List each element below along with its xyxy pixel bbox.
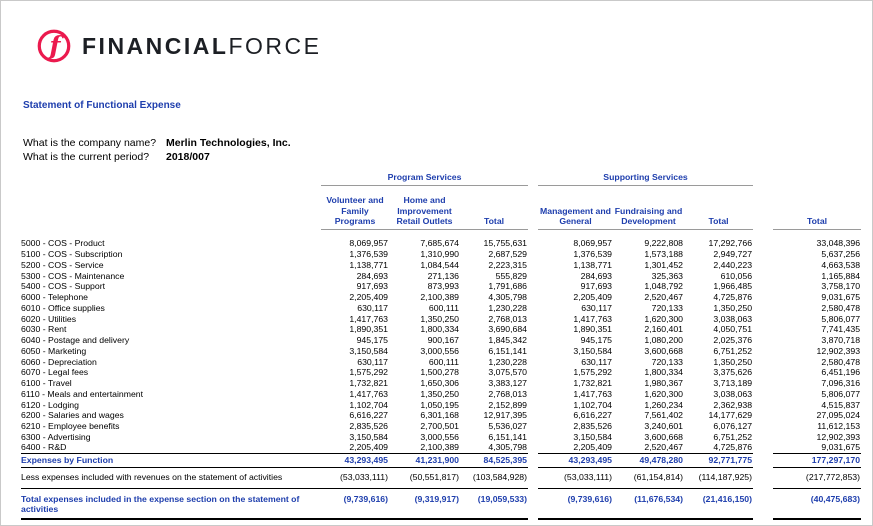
row-value: 1,573,188 [644,249,684,260]
table-row [21,260,861,271]
table-row [21,238,861,249]
row-value: 1,230,228 [488,302,528,313]
row-value: 6,151,141 [488,431,528,442]
financialforce-circle-f-icon [35,27,73,65]
row-value: 1,417,763 [573,313,613,324]
row-value: 9,031,675 [821,442,861,453]
row-value: 1,165,884 [821,270,861,281]
row-value: 2,700,501 [420,421,459,432]
row-value: 1,138,771 [349,259,388,270]
row-value: 2,100,389 [420,292,459,303]
row-value: (19,059,533) [460,488,528,519]
row-value: 2,100,389 [420,442,459,453]
row-value: 2,768,013 [488,388,528,399]
question-label: What is the company name? [23,137,157,149]
row-value: 3,000,556 [420,431,459,442]
row-value: 3,150,584 [573,431,613,442]
functional-expense-table [21,168,861,520]
row-value: 3,075,570 [488,367,528,378]
row-value: 1,084,544 [420,259,459,270]
row-value: (61,154,814) [613,467,684,488]
row-value: 1,732,821 [349,378,388,389]
row-value: 1,102,704 [573,399,613,410]
row-value: (114,187,925) [684,467,753,488]
column-header: Home and Improvement Retail Outlets [389,191,460,229]
row-value: (11,676,534) [613,488,684,519]
row-value: 2,768,013 [488,313,528,324]
row-label: 6050 - Marketing [21,345,87,356]
row-value: 5,806,077 [821,313,861,324]
table-row [21,356,861,367]
row-value: 7,685,674 [420,238,459,249]
row-value: 2,580,478 [821,356,861,367]
table-row [21,432,861,443]
total-expenses-row [21,488,861,519]
row-value: 2,025,376 [713,335,753,346]
row-value: 1,575,292 [573,367,613,378]
row-value: 1,791,686 [488,281,528,292]
row-value: 177,297,170 [773,453,861,467]
row-value: 1,417,763 [349,313,388,324]
row-value: 2,205,409 [349,292,388,303]
row-value: 1,230,228 [488,356,528,367]
row-value: 6,076,127 [713,421,753,432]
row-value: 1,890,351 [573,324,613,335]
table-row [21,346,861,357]
question-company-name [23,137,291,151]
column-header-row [21,191,861,229]
row-label: 6300 - Advertising [21,431,91,442]
row-value: (40,475,683) [773,488,861,519]
column-header: Total [460,191,528,229]
row-value: (217,772,853) [773,467,861,488]
row-value: 1,732,821 [573,378,613,389]
row-value: (9,319,917) [389,488,460,519]
row-label: 6120 - Lodging [21,399,79,410]
row-value: 1,800,334 [420,324,459,335]
row-label: Less expenses included with revenues on the statement of activities [21,467,321,488]
row-value: 6,616,227 [349,410,388,421]
row-value: 2,440,223 [713,259,753,270]
row-value: 284,693 [580,270,613,281]
row-value: 8,069,957 [349,238,388,249]
row-value: 1,966,485 [713,281,753,292]
row-value: 1,050,195 [420,399,459,410]
row-value: 4,725,876 [713,442,753,453]
row-value: 3,240,601 [644,421,684,432]
table-row [21,313,861,324]
row-value: 15,755,631 [483,238,528,249]
row-value: 1,350,250 [420,388,459,399]
row-value: 917,693 [580,281,613,292]
row-value: 11,612,153 [817,421,861,432]
row-value: 27,095,024 [816,410,861,421]
question-answer: 2018/007 [166,150,210,163]
row-value: 12,917,395 [483,410,528,421]
row-value: 2,205,409 [349,442,388,453]
table-row [21,303,861,314]
table-row [21,442,861,453]
column-header: Total [684,191,753,229]
row-value: 7,561,402 [644,410,684,421]
row-value: (21,416,150) [684,488,753,519]
row-value: 600,111 [428,302,459,313]
row-value: 1,376,539 [349,249,388,260]
row-value: 945,175 [356,335,388,346]
row-value: 1,620,300 [644,388,684,399]
table-row [21,324,861,335]
row-label: 5200 - COS - Service [21,259,104,270]
row-value: 3,150,584 [349,431,388,442]
row-value: 4,305,798 [488,292,528,303]
table-row [21,389,861,400]
row-value: 3,713,189 [713,378,753,389]
table-row [21,421,861,432]
row-label: Expenses by Function [21,453,321,467]
report-title: Statement of Functional Expense [23,100,181,111]
row-value: 2,949,727 [713,249,753,260]
row-value: 1,620,300 [644,313,684,324]
row-value: 1,890,351 [349,324,388,335]
row-value: (9,739,616) [538,488,613,519]
row-value: 600,111 [428,356,459,367]
row-value: 3,600,668 [644,345,684,356]
table-row [21,335,861,346]
row-value: 41,231,900 [389,453,460,467]
row-value: 3,600,668 [644,431,684,442]
group-header-program-services: Program Services [321,168,528,185]
row-value: 6,151,141 [488,345,528,356]
row-value: 7,096,316 [821,378,861,389]
financialforce-logo [35,27,321,65]
table-row [21,399,861,410]
row-value: 945,175 [580,335,613,346]
group-header-row [21,168,861,185]
row-value: 12,902,393 [816,431,861,442]
row-value: 2,520,467 [644,442,684,453]
row-value: 1,575,292 [349,367,388,378]
row-value: 9,031,675 [821,292,861,303]
table-row [21,410,861,421]
row-value: 4,663,538 [821,259,861,270]
row-value: 1,350,250 [713,356,753,367]
row-value: 555,829 [495,270,528,281]
row-value: 14,177,629 [708,410,753,421]
row-value: 325,363 [651,270,684,281]
column-header: Management and General [538,191,613,229]
row-value: 8,069,957 [573,238,613,249]
table-row [21,281,861,292]
row-value: 1,417,763 [573,388,613,399]
row-value: 6,451,196 [821,367,861,378]
row-value: 3,150,584 [349,345,388,356]
row-label: 6020 - Utilities [21,313,77,324]
row-value: 2,362,938 [713,399,753,410]
row-label: 6060 - Depreciation [21,356,97,367]
row-value: 1,310,990 [420,249,459,260]
row-value: (53,033,111) [321,467,389,488]
row-value: 1,417,763 [349,388,388,399]
table-row [21,292,861,303]
row-value: 5,637,256 [821,249,861,260]
row-value: 3,038,063 [713,388,753,399]
row-value: 12,902,393 [816,345,861,356]
row-value: (103,584,928) [460,467,528,488]
row-value: 720,133 [651,356,684,367]
row-value: 630,117 [357,302,388,313]
row-value: 271,136 [427,270,459,281]
table-row [21,249,861,260]
row-value: 17,292,766 [708,238,753,249]
row-value: (50,551,817) [389,467,460,488]
expenses-by-function-row [21,453,861,467]
row-value: 1,138,771 [573,259,613,270]
row-value: 9,222,808 [644,238,684,249]
row-label: 5400 - COS - Support [21,281,106,292]
row-value: 1,500,278 [420,367,459,378]
row-value: 2,160,401 [644,324,684,335]
row-value: 2,835,526 [573,421,613,432]
row-value: 630,117 [581,356,613,367]
row-value: 4,050,751 [713,324,753,335]
row-value: 4,725,876 [713,292,753,303]
row-label: 6210 - Employee benefits [21,421,120,432]
row-value: 92,771,775 [684,453,753,467]
row-value: 2,520,467 [644,292,684,303]
row-label: 6400 - R&D [21,442,67,453]
row-label: 6040 - Postage and delivery [21,335,130,346]
row-value: 630,117 [357,356,388,367]
row-label: 5300 - COS - Maintenance [21,270,125,281]
row-value: 5,536,027 [488,421,528,432]
row-value: 2,205,409 [573,292,613,303]
row-value: 1,845,342 [488,335,528,346]
group-header-supporting-services: Supporting Services [538,168,753,185]
row-value: 3,150,584 [573,345,613,356]
column-header: Fundraising and Development [613,191,684,229]
row-value: 1,102,704 [349,399,388,410]
row-value: 33,048,396 [816,238,861,249]
row-value: (9,739,616) [321,488,389,519]
table-row [21,270,861,281]
row-label: Total expenses included in the expense section on the statement of activities [21,488,321,519]
expense-table-wrap [21,168,861,520]
row-value: 720,133 [651,302,684,313]
row-label: 5100 - COS - Subscription [21,249,123,260]
row-value: 284,693 [356,270,388,281]
row-value: 630,117 [581,302,613,313]
row-value: 3,383,127 [488,378,528,389]
row-value: 2,580,478 [821,302,861,313]
row-value: 1,350,250 [420,313,459,324]
row-label: 6200 - Salaries and wages [21,410,124,421]
row-value: (53,033,111) [538,467,613,488]
row-value: 3,690,684 [488,324,528,335]
row-value: 610,056 [720,270,753,281]
row-value: 2,687,529 [488,249,528,260]
table-row [21,367,861,378]
row-label: 6100 - Travel [21,378,72,389]
question-answer: Merlin Technologies, Inc. [166,137,291,149]
row-label: 6030 - Rent [21,324,67,335]
row-label: 6010 - Office supplies [21,302,105,313]
row-value: 6,616,227 [573,410,613,421]
row-value: 900,167 [427,335,459,346]
column-header-grand-total: Total [773,191,861,229]
row-value: 1,048,792 [644,281,684,292]
wordmark-force: FORCE [228,32,322,59]
row-value: 1,376,539 [573,249,613,260]
row-value: 3,870,718 [821,335,861,346]
row-value: 6,751,252 [713,431,753,442]
row-value: 84,525,395 [460,453,528,467]
row-value: 3,758,170 [821,281,861,292]
row-value: 1,350,250 [713,302,753,313]
table-row [21,378,861,389]
row-value: 43,293,495 [321,453,389,467]
row-value: 2,223,315 [488,259,528,270]
row-value: 3,375,626 [713,367,753,378]
question-current-period [23,151,291,165]
row-label: 5000 - COS - Product [21,238,105,249]
row-value: 2,205,409 [573,442,613,453]
row-value: 3,000,556 [420,345,459,356]
row-value: 4,515,837 [821,399,861,410]
column-header: Volunteer and Family Programs [321,191,389,229]
question-label: What is the current period? [23,150,150,163]
wordmark-financial: FINANCIAL [82,32,229,59]
row-value: 873,993 [427,281,459,292]
row-label: 6000 - Telephone [21,292,88,303]
less-expenses-row [21,467,861,488]
row-value: 49,478,280 [613,453,684,467]
row-value: 6,751,252 [713,345,753,356]
row-value: 7,741,435 [821,324,861,335]
row-value: 1,301,452 [644,259,684,270]
row-value: 4,305,798 [488,442,528,453]
row-value: 1,260,234 [644,399,684,410]
row-value: 2,152,899 [488,399,528,410]
row-value: 1,980,367 [644,378,684,389]
svg-text:f: f [49,31,61,62]
row-value: 3,038,063 [713,313,753,324]
row-value: 43,293,495 [538,453,613,467]
row-value: 2,835,526 [349,421,388,432]
row-value: 1,800,334 [644,367,684,378]
row-value: 6,301,168 [420,410,459,421]
row-label: 6070 - Legal fees [21,367,89,378]
row-value: 5,806,077 [821,388,861,399]
report-questions [23,137,291,164]
wordmark [82,33,321,60]
row-label: 6110 - Meals and entertainment [21,388,144,399]
row-value: 917,693 [356,281,388,292]
row-value: 1,080,200 [644,335,684,346]
expense-rows [21,238,861,453]
row-value: 1,650,306 [420,378,459,389]
